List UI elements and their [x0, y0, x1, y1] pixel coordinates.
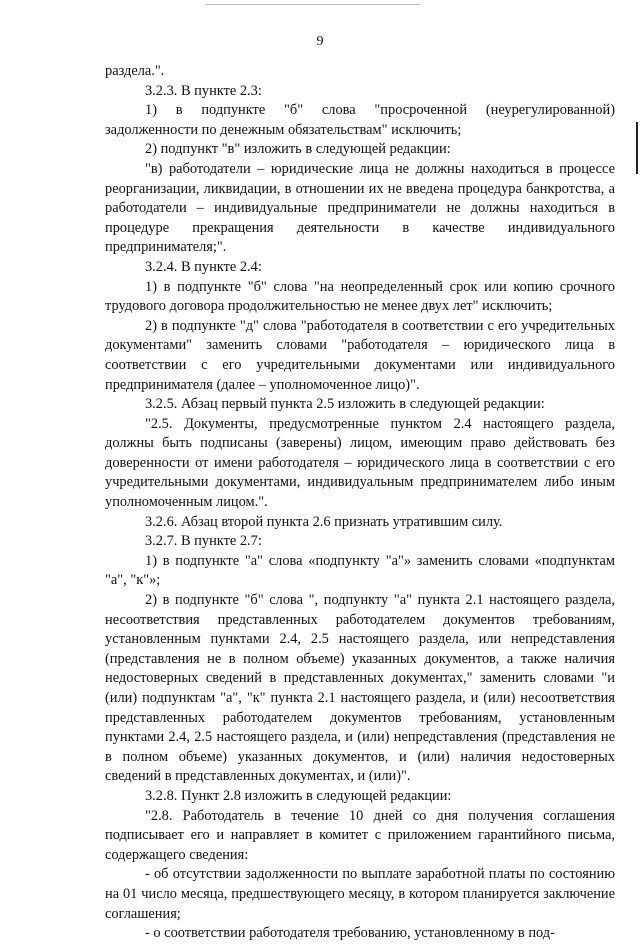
paragraph: раздела.". — [105, 63, 165, 79]
paragraph: 1) в подпункте "а" слова «подпункту "а"» заменить словами «подпунктам "а", "к"»; — [105, 552, 615, 589]
page-number: 9 — [316, 34, 324, 49]
paragraph: 3.2.7. В пункте 2.7: — [145, 533, 262, 550]
paragraph: 2) подпункт "в" изложить в следующей редакции: — [145, 141, 451, 158]
paragraph: - о соответствии работодателя требованию, установленному в под- — [145, 925, 555, 942]
paragraph: 3.2.4. В пункте 2.4: — [145, 258, 262, 275]
document-body — [105, 62, 615, 944]
top-rule — [205, 4, 420, 5]
paragraph: 3.2.3. В пункте 2.3: — [145, 82, 262, 99]
paragraph: - об отсутствии задолженности по выплате заработной платы по состоянию на 01 число месяца, предшествующего месяцу, в котором планируется заключение соглашения; — [105, 866, 615, 922]
paragraph: "2.8. Работодатель в течение 10 дней со дня получения соглашения подписывает его и направляет в комитет с приложением гарантийного письма, содержащего сведения: — [105, 807, 615, 863]
scan-edge-mark — [636, 122, 638, 174]
paragraph: 2) в подпункте "д" слова "работодателя в соответствии с его учредительных документами" заменить словами "работодателя – юридического лица в соответствии с его учредительными документами или индивидуального предпринимателя (далее – уполномоченное лицо)". — [105, 317, 615, 393]
paragraph: 2) в подпункте "б" слова ", подпункту "а" пункта 2.1 настоящего раздела, несоответствия представленных работодателем документов требованиям, установленным пунктами 2.4, 2.5 настоящего раздела, или непредставления (представления не в полном объеме) указанных документов, а также наличия недостоверных сведений в представленных документах," заменить словами "и (или) подпунктам "а", "к" пункта 2.1 настоящего раздела, и (или) несоответствия представленных работодателем документов требованиям, установленным пунктами 2.4, 2.5 настоящего раздела, и (или) непредставления (представления не в полном объеме) указанных документов, и (или) наличия недостоверных сведений в представленных документах, и (или)". — [105, 592, 615, 785]
paragraph: 1) в подпункте "б" слова "просроченной (неурегулированной) задолженности по денежным обязательствам" исключить; — [105, 102, 615, 138]
paragraph: 3.2.8. Пункт 2.8 изложить в следующей редакции: — [145, 787, 452, 804]
paragraph: "2.5. Документы, предусмотренные пунктом 2.4 настоящего раздела, должны быть подписаны (заверены) лицом, имеющим право действовать без доверенности от имени работодателя – юридического лица в соответствии с его учредительными документами, индивидуальным предпринимателем либо иным уполномоченным лицом.". — [105, 415, 615, 511]
paragraph: 3.2.6. Абзац второй пункта 2.6 признать утратившим силу. — [145, 513, 503, 530]
paragraph: "в) работодатели – юридические лица не должны находиться в процессе реорганизации, ликвидации, в отношении их не введена процедура банкротства, а работодатели – индивидуальные предприниматели не должны находиться в процедуре прекращения деятельности в качестве индивидуального предпринимателя;". — [105, 160, 615, 256]
paragraph: 3.2.5. Абзац первый пункта 2.5 изложить в следующей редакции: — [145, 396, 545, 413]
paragraph: 1) в подпункте "б" слова "на неопределенный срок или копию срочного трудового договора продолжительностью не менее двух лет" исключить; — [105, 278, 615, 315]
